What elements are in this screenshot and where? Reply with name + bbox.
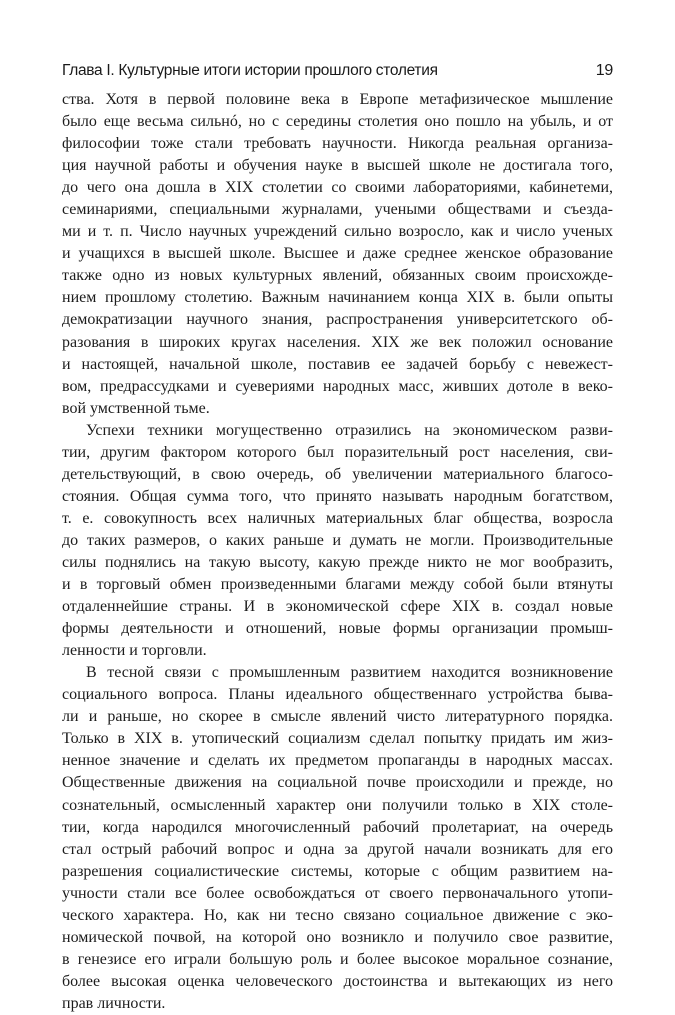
text-line: В тесной связи с промышленным развитием находится возникновение [86, 664, 613, 682]
text-line: Только в XIX в. утопический социализм сделал попытку придать им жиз- [62, 730, 613, 748]
text-line: ция научной работы и обучения науке в высшей школе не достигала того, [62, 157, 613, 175]
text-line: Общественные движения на социальной почве происходили и прежде, но [62, 774, 613, 792]
text-line: тии, когда народился многочисленный рабочий пролетариат, на очередь [62, 818, 613, 836]
text-line: учности стали все более освобождаться от своего первоначального утопи- [62, 884, 613, 902]
text-line: формы деятельности и отношений, новые формы организации промыш- [62, 620, 613, 638]
text-line: в генезисе его играли большую роль и более высокое моральное сознание, [62, 950, 613, 968]
text-line: и учащихся в высшей школе. Высшее и даже среднее женское образование [62, 245, 613, 263]
text-line: ленности и торговли. [62, 642, 207, 660]
chapter-title: Глава I. Культурные итоги истории прошлого столетия [62, 62, 438, 79]
paragraph [62, 420, 613, 663]
text-line: тии, другим фактором которого был поразительный рост населения, сви- [62, 443, 613, 461]
text-line: демократизации научного знания, распространения университетского об- [62, 311, 613, 329]
text-line: стал острый рабочий вопрос и одна за другой начали возникать для его [62, 840, 613, 858]
text-line: номической почвой, на которой оно возникло и получило свое развитие, [62, 928, 613, 946]
body-text [62, 89, 613, 1015]
text-line: ненное значение и сделать их предметом пропаганды в народных массах. [62, 752, 613, 770]
text-line: силы поднялись на такую высоту, какую прежде никто не мог вообразить, [62, 553, 613, 571]
text-line: философии тоже стали требовать научности. Никогда реальная организа- [62, 135, 613, 153]
text-line: вом, предрассудками и суевериями народных масс, живших дотоле в веко- [62, 377, 613, 395]
text-line: отдаленнейшие страны. И в экономической сфере XIX в. создал новые [62, 598, 613, 616]
text-line: разрешения социалистические системы, которые с общим развитием на- [62, 862, 613, 880]
text-line: детельствующий, в свою очередь, об увеличении материального благосо- [62, 465, 613, 483]
text-line: т. е. совокупность всех наличных материальных благ общества, возросла [62, 509, 613, 527]
text-line: более высокая оценка человеческого достоинства и вытекающих из него [62, 972, 613, 990]
text-line: Успехи техники могущественно отразились на экономическом разви- [86, 421, 613, 439]
text-line: прав личности. [62, 994, 166, 1012]
text-line: ческого характера. Но, как ни тесно связано социальное движение с эко- [62, 906, 613, 924]
text-line: и в торговый обмен произведенными благами между собой были втянуты [62, 576, 613, 594]
text-line: разования в широких кругах населения. XIX же век положил основание [62, 333, 613, 351]
text-line: стояния. Общая сумма того, что принято называть народным богатством, [62, 487, 613, 505]
text-line: ства. Хотя в первой половине века в Европе метафизическое мышление [62, 91, 613, 108]
text-line: ли и раньше, но скорее в смысле явлений чисто литературного порядка. [62, 708, 613, 726]
text-line: ми и т. п. Число научных учреждений сильно возросло, как и число ученых [62, 223, 613, 241]
text-line: вой умственной тьме. [62, 399, 210, 417]
text-line: социального вопроса. Планы идеального общественнаго устройства быва- [62, 686, 613, 704]
text-line: также одно из новых культурных явлений, обязанных своим происхожде- [62, 267, 613, 285]
running-head [62, 62, 613, 84]
text-line: до чего она дошла в XIX столетии со своими лабораториями, кабинетеми, [62, 179, 613, 197]
paragraph [62, 89, 613, 420]
text-line: семинариями, специальными журналами, учеными обществами и съезда- [62, 201, 613, 219]
text-line: было еще весьма сильнó, но с середины столетия оно пошло на убыль, и от [62, 113, 613, 131]
page-number: 19 [595, 62, 613, 79]
paragraph [62, 662, 613, 1015]
text-line: нием прошлому столетию. Важным начинанием конца XIX в. были опыты [62, 289, 613, 307]
text-line: до таких размеров, о каких раньше и думать не могли. Производительные [62, 531, 613, 549]
text-line: сознательный, осмысленный характер они получили только в XIX столе- [62, 796, 613, 814]
text-line: и настоящей, начальной школе, поставив ее задачей борьбу с невежест- [62, 355, 613, 373]
